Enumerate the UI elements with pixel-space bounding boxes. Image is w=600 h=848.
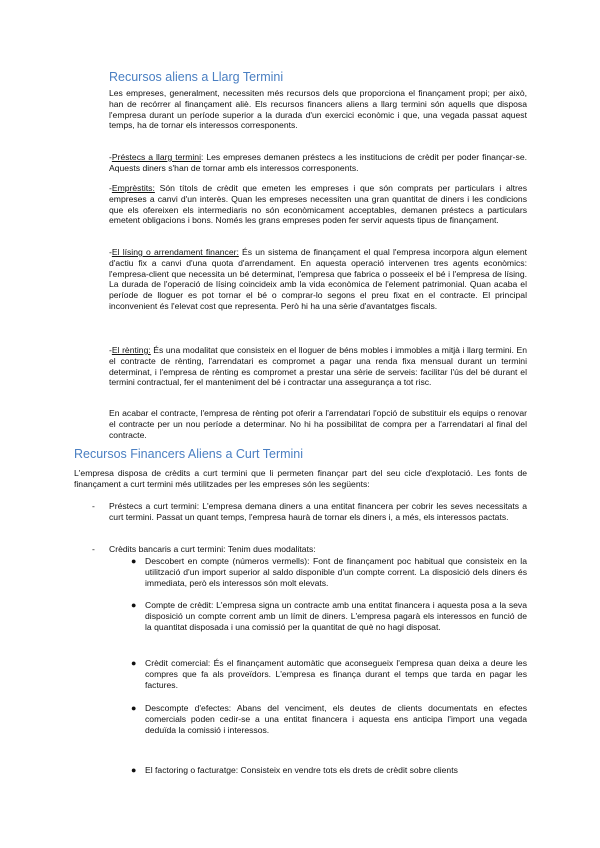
item-renting [109,345,527,388]
item-term: Emprèstits: [111,183,155,193]
item-text: És una modalitat que consisteix en el lloguer de béns mobles i immobles a mitjà i llarg termini. En el contracte de rènting, l'arrendatari es compromet a pagar una renda fixa mensual durant un termini determinat, i l'empresa de rènting es compromet a prestar una sèrie de serveis: facilitar l'ús del bé durant el termini contractual, fer el manteniment del bé i contractar una assegurança a tot risc. [109,345,527,388]
section-title-long-term: Recursos aliens a Llarg Termini [109,70,284,84]
item-term: Préstecs a llarg termini [111,152,201,162]
sublist-item-credit-account: Compte de crèdit: L'empresa signa un contracte amb una entitat financera i aquesta posa a la seva disposició un compte corrent amb un límit de diners. L'empresa pagarà els interessos en funció de la quantitat disposada i una comissió per la quantitat de què no hagi disposat. [145,600,527,632]
section-title-short-term: Recursos Financers Aliens a Curt Termini [74,447,304,461]
sublist-item-overdraft: Descobert en compte (números vermells): Font de finançament poc habitual que consisteix en la utilització d'un import superior al saldo disponible d'un compte corrent. La disposició dels diners és immediata, però els interessos són molt elevats. [145,556,527,588]
bullet-icon: ● [131,703,137,713]
paragraph-intro-short-term: L'empresa disposa de crèdits a curt termini que li permeten finançar part del seu cicle d'explotació. Les fonts de finançament a curt termini més utilitzades per les empreses són les següents: [74,468,527,489]
bullet-icon: ● [131,600,137,610]
list-item-bank-credits: Crèdits bancaris a curt termini: Tenim dues modalitats: [109,544,316,554]
paragraph-renting-closing: En acabar el contracte, l'empresa de rènting pot oferir a l'arrendatari l'opció de substituir els equips o renovar el contracte per un nou període a determinar. No hi ha possibilitat de compra per a l'arrendatari al final del contracte. [109,408,527,440]
item-text: Són títols de crèdit que emeten les empreses i que són comprats per particulars i altres empreses a canvi d'un interès. Quan les empreses necessiten una gran quantitat de diners i les condicions que els ofereixen els intermediaris no són econòmicament acceptables, demanen préstecs a particulars emetent obligacions i bons. Només les grans empreses poden fer servir aquests tipus de finançament. [109,183,527,226]
sublist-item-factoring: El factoring o facturatge: Consisteix en vendre tots els drets de crèdit sobre clients [145,765,458,775]
item-term: El lísing o arrendament financer: [111,247,239,257]
sublist-item-bill-discount: Descompte d'efectes: Abans del venciment, els deutes de clients documentats en efectes comercials poden cedir-se a una entitat financera i aquesta ens anticipa l'import una vegada deduïda la comissió i interessos. [145,703,527,735]
paragraph-intro-long-term: Les empreses, generalment, necessiten més recursos dels que proporciona el finançament propi; per això, han de recórrer al finançament aliè. Els recursos financers aliens a llarg termini són aquells que disposa l'empresa durant un període superior a la durada d'un exercici econòmic i que, una vegada passat aquest temps, ha de tornar els interessos corresponents. [109,88,527,131]
bullet-icon: ● [131,556,137,566]
item-text: : Les empreses demanen préstecs a les institucions de crèdit per poder finançar-se. Aquests diners s'han de tornar amb els interessos corresponents. [109,152,527,173]
item-text: És un sistema de finançament el qual l'empresa incorpora algun element d'actiu fix a canvi d'una quota d'arrendament. En aquesta operació intervenen tres agents econòmics: l'empresa-client que necessita un bé determinat, l'empresa que fabrica o posseeix el bé i l'empresa de lísing. La durada de l'operació de lísing coincideix amb la vida econòmica de l'element patrimonial. Quan acaba el període de lloguer es pot tornar el bé o comprar-lo segons el preu fixat en el contracte. El principal inconvenient és l'elevat cost que representa. Però hi ha una sèrie d'avantatges fiscals. [109,247,527,311]
item-prefix: - [109,152,112,162]
item-bond-issues [109,183,527,226]
bullet-icon: ● [131,658,137,668]
item-prefix: - [109,247,112,257]
list-item-short-term-loans: Préstecs a curt termini: L'empresa demana diners a una entitat financera per cobrir les seves necessitats a curt termini. Passat un quant temps, l'empresa haurà de tornar els diners i, a més, els interessos pactats. [109,501,527,522]
item-prefix: - [109,183,112,193]
sublist-item-trade-credit: Crèdit comercial: És el finançament automàtic que aconsegueix l'empresa quan deixa a deure les compres que fa als proveïdors. L'empresa es finança durant el temps que tarda en pagar les factures. [145,658,527,690]
item-long-term-loans [109,152,527,174]
item-term: El rènting: [111,345,151,355]
item-prefix: - [109,345,112,355]
list-dash: - [92,501,95,511]
list-dash: - [92,544,95,554]
bullet-icon: ● [131,765,137,775]
item-leasing [109,247,527,312]
